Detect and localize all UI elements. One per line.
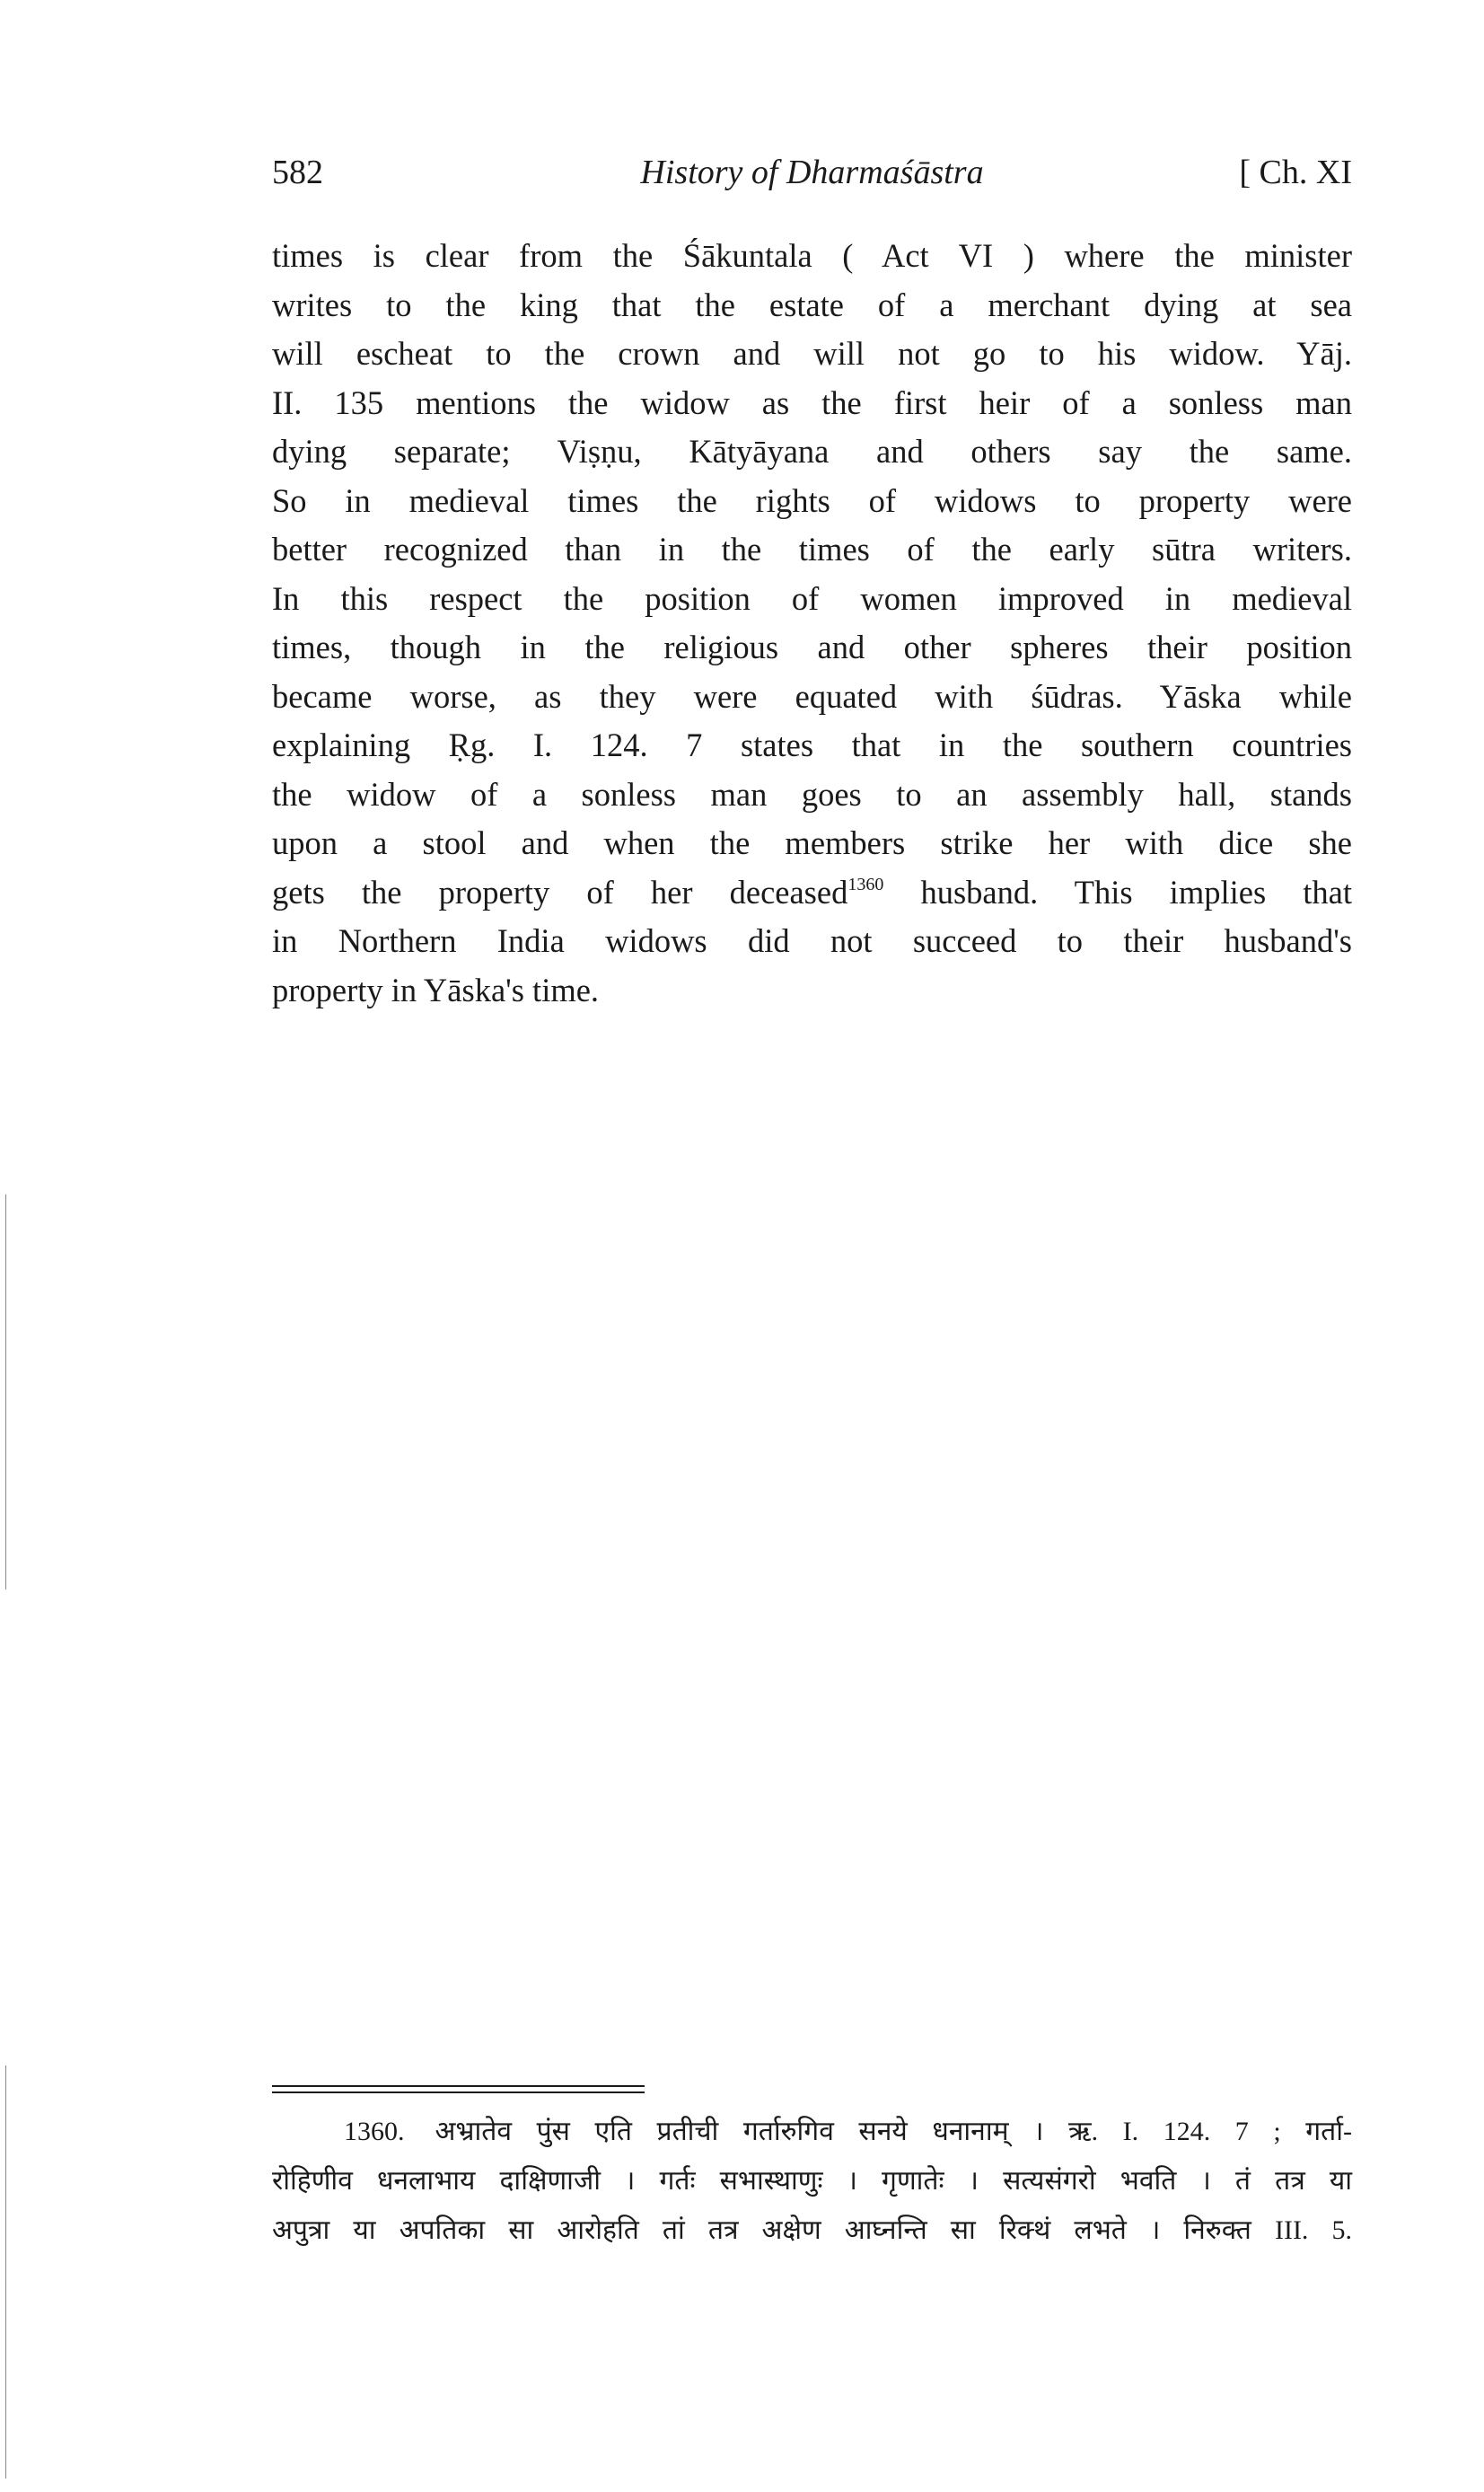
text-line: writes to the king that the estate of a merchant dying at sea [272,286,1352,323]
footnote-text: अभ्रातेव पुंस एति प्रतीची गर्तारुगिव सनये धनानाम् । ऋ. I. 124. 7 ; गर्ता- [435,2117,1352,2146]
footnote-line [272,2107,1352,2156]
text-line: upon a stool and when the members strike her with dice she [272,824,1352,861]
chapter-reference: [ Ch. XI [1239,154,1352,191]
main-paragraph [272,232,1352,1015]
text-line: dying separate; Viṣṇu, Kātyāyana and others say the same. [272,433,1352,470]
text-line: became worse, as they were equated with śūdras. Yāska while [272,677,1352,715]
text-line: So in medieval times the rights of widows to property were [272,481,1352,519]
text-line: explaining Ṛg. I. 124. 7 states that in the southern countries [272,726,1352,763]
footnote-line-last: अपुत्रा या अपतिका सा आरोहति तां तत्र अक्षेण आघ्नन्ति सा रिक्थं लभते । निरुक्त III. 5. [272,2215,1352,2245]
text-segment: gets the property of her deceased [272,873,848,911]
footnote-separator [272,2085,645,2093]
page-header [272,153,1352,207]
text-line [272,868,1352,918]
scan-edge-mark [5,1194,6,1589]
text-line: better recognized than in the times of the early sūtra writers. [272,531,1352,568]
footnote-reference: 1360 [847,874,884,894]
text-line: II. 135 mentions the widow as the first heir of a sonless man [272,383,1352,421]
text-line: In this respect the position of women improved in medieval [272,579,1352,617]
text-segment: husband. This implies that [883,873,1352,911]
footnote [272,2107,1352,2255]
text-line: times, though in the religious and other spheres their position [272,629,1352,665]
text-line: will escheat to the crown and will not go to his widow. Yāj. [272,335,1352,372]
footnote-number: 1360. [344,2117,405,2146]
scan-edge-mark [5,2065,6,2479]
text-line: in Northern India widows did not succeed to their husband's [272,922,1352,959]
text-line-last: property in Yāska's time. [272,971,600,1008]
footnote-line: रोहिणीव धनलाभाय दाक्षिणाजी । गर्तः सभास्थाणुः । गृणातेः । सत्यसंगरो भवति । तं तत्र या [272,2166,1352,2196]
page-number: 582 [272,154,323,191]
running-title: History of Dharmaśāstra [640,154,984,191]
text-line: the widow of a sonless man goes to an assembly hall, stands [272,775,1352,813]
text-line: times is clear from the Śākuntala ( Act VI ) where the minister [272,237,1352,274]
